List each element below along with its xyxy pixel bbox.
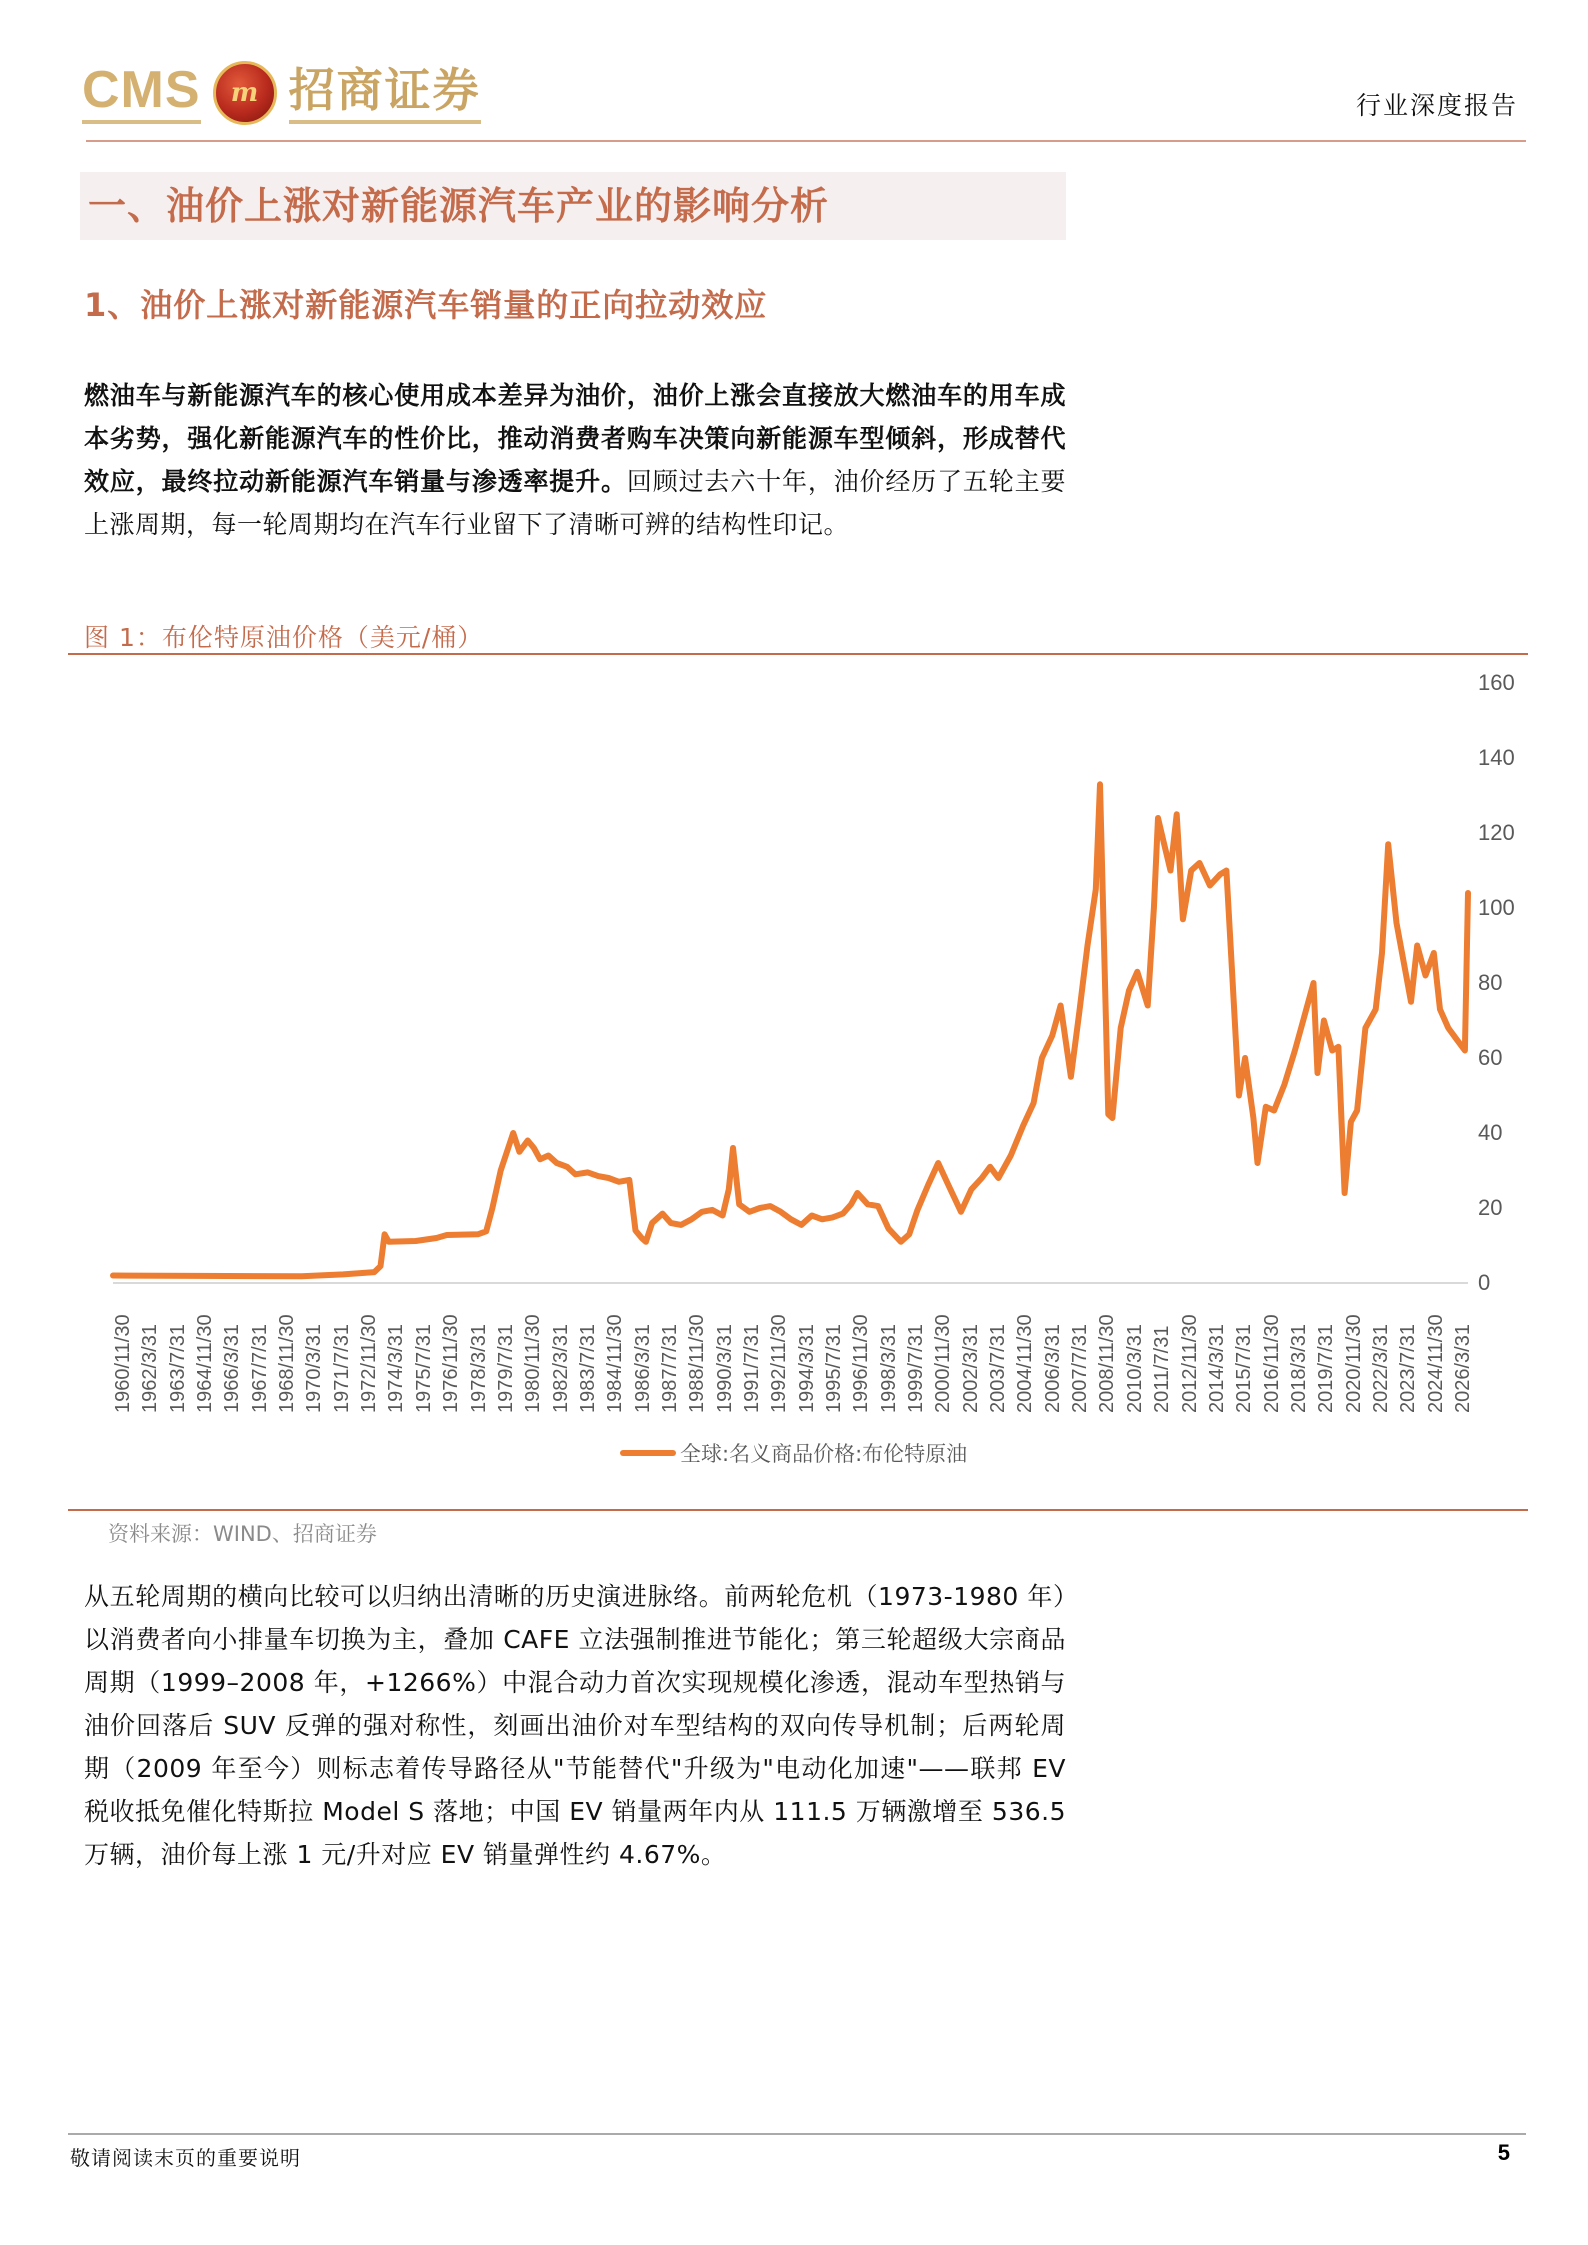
y-tick-label: 140 <box>1478 745 1515 770</box>
y-tick-label: 20 <box>1478 1195 1503 1220</box>
x-tick-label: 1970/3/31 <box>303 1324 326 1413</box>
x-tick-label: 1978/3/31 <box>467 1324 490 1413</box>
x-tick-label: 1983/7/31 <box>576 1324 599 1413</box>
x-tick-label: 2000/11/30 <box>932 1314 955 1413</box>
logo-cms-text: CMS <box>82 62 201 124</box>
x-tick-label: 1990/3/31 <box>713 1324 736 1413</box>
section-title: 一、油价上涨对新能源汽车产业的影响分析 <box>80 172 1066 240</box>
brent-oil-price-chart <box>0 660 1588 1500</box>
x-tick-label: 2006/3/31 <box>1041 1324 1064 1413</box>
x-tick-label: 2026/3/31 <box>1452 1324 1474 1413</box>
x-tick-label: 1984/11/30 <box>604 1314 627 1413</box>
subsection-title: 1、油价上涨对新能源汽车销量的正向拉动效应 <box>84 286 768 324</box>
intro-bold-text: 燃油车与新能源汽车的核心使用成本差异为油价，油价上涨会直接放大燃油车的用车成本劣势，强化新能源汽车的性价比，推动消费者购车决策向新能源车型倾斜，形成替代效应，最终拉动新能源汽车销量与渗透率提升。 <box>84 381 1066 496</box>
logo-company-name: 招商证券 <box>289 62 481 124</box>
y-tick-label: 0 <box>1478 1270 1491 1295</box>
x-tick-label: 1966/3/31 <box>221 1324 244 1413</box>
x-tick-label: 2003/7/31 <box>987 1324 1010 1413</box>
x-tick-label: 1962/3/31 <box>139 1324 162 1413</box>
page-number: 5 <box>1497 2140 1510 2165</box>
x-tick-label: 2004/11/30 <box>1014 1314 1037 1413</box>
chart-legend <box>620 1438 967 1468</box>
x-tick-label: 1980/11/30 <box>522 1314 545 1413</box>
x-tick-label: 1960/11/30 <box>112 1314 134 1413</box>
analysis-paragraph: 从五轮周期的横向比较可以归纳出清晰的历史演进脉络。前两轮危机（1973-1980 年）以消费者向小排量车切换为主，叠加 CAFE 立法强制推进节能化；第三轮超级大宗商品周期（1999–2008 年，+1266%）中混合动力首次实现规模化渗透，混动车型热销与油价回落后 SUV 反弹的强对称性，刻画出油价对车型结构的双向传导机制；后两轮周期（2009 年至今）则标志着传导路径从"节能替代"升级为"电动化加速"——联邦 EV 税收抵免催化特斯拉 Model S 落地；中国 EV 销量两年内从 111.5 万辆激增至 536.5 万辆，油价每上涨 1 元/升对应 EV 销量弹性约 4.67%。 <box>84 1582 1066 1869</box>
y-tick-label: 120 <box>1478 820 1515 845</box>
figure-caption: 图 1：布伦特原油价格（美元/桶） <box>84 623 484 652</box>
cms-logo <box>82 58 481 128</box>
x-tick-label: 2002/3/31 <box>959 1324 982 1413</box>
x-tick-label: 1992/11/30 <box>768 1314 791 1413</box>
x-tick-label: 2022/3/31 <box>1369 1324 1392 1413</box>
x-tick-label: 1995/7/31 <box>823 1324 846 1413</box>
x-tick-label: 2007/7/31 <box>1069 1324 1092 1413</box>
x-tick-label: 1991/7/31 <box>740 1324 763 1413</box>
x-tick-label: 1974/3/31 <box>385 1324 408 1413</box>
intro-paragraph <box>84 374 1066 546</box>
x-tick-label: 1979/7/31 <box>494 1324 517 1413</box>
y-tick-label: 160 <box>1478 670 1515 695</box>
header-divider <box>86 140 1526 142</box>
x-tick-label: 1994/3/31 <box>795 1324 818 1413</box>
x-tick-label: 2012/11/30 <box>1178 1314 1201 1413</box>
x-tick-label: 1987/7/31 <box>658 1324 681 1413</box>
legend-label: 全球:名义商品价格:布伦特原油 <box>680 1442 968 1466</box>
footer-divider <box>68 2133 1526 2135</box>
x-tick-label: 1971/7/31 <box>330 1324 353 1413</box>
x-tick-label: 1967/7/31 <box>248 1324 271 1413</box>
brent-price-line <box>113 784 1468 1276</box>
x-tick-label: 2020/11/30 <box>1342 1314 1365 1413</box>
x-tick-label: 2016/11/30 <box>1260 1314 1283 1413</box>
y-tick-label: 80 <box>1478 970 1503 995</box>
x-tick-label: 2014/3/31 <box>1205 1324 1228 1413</box>
figure-top-rule <box>68 653 1528 655</box>
x-tick-label: 2023/7/31 <box>1397 1324 1420 1413</box>
x-tick-label: 2019/7/31 <box>1315 1324 1338 1413</box>
x-tick-label: 2024/11/30 <box>1424 1314 1447 1413</box>
x-tick-label: 1996/11/30 <box>850 1314 873 1413</box>
x-tick-label: 1968/11/30 <box>276 1314 299 1413</box>
x-tick-label: 1999/7/31 <box>905 1324 928 1413</box>
y-tick-label: 40 <box>1478 1120 1503 1145</box>
x-tick-label: 2018/3/31 <box>1287 1324 1310 1413</box>
x-tick-label: 2015/7/31 <box>1233 1324 1256 1413</box>
logo-badge-icon: m <box>213 61 277 125</box>
figure-bottom-rule <box>68 1509 1528 1511</box>
x-tick-label: 1976/11/30 <box>440 1314 463 1413</box>
x-tick-label: 1963/7/31 <box>166 1324 189 1413</box>
x-tick-label: 1982/3/31 <box>549 1324 572 1413</box>
report-type-label: 行业深度报告 <box>1355 91 1518 120</box>
x-tick-label: 2010/3/31 <box>1123 1324 1146 1413</box>
x-tick-label: 1998/3/31 <box>877 1324 900 1413</box>
intro-normal-text: 回顾过去六十年，油价经历了五轮主要上涨周期，每一轮周期均在汽车行业留下了清晰可辨的结构性印记。 <box>84 467 1066 539</box>
x-tick-label: 1975/7/31 <box>412 1324 435 1413</box>
y-tick-label: 60 <box>1478 1045 1503 1070</box>
footer-disclaimer-note: 敬请阅读末页的重要说明 <box>70 2146 301 2170</box>
x-tick-label: 1964/11/30 <box>194 1314 217 1413</box>
x-tick-label: 1988/11/30 <box>686 1314 709 1413</box>
page-header <box>0 0 1588 150</box>
figure-source: 资料来源：WIND、招商证券 <box>108 1522 377 1546</box>
legend-line-swatch-icon <box>620 1450 676 1456</box>
y-tick-label: 100 <box>1478 895 1515 920</box>
x-tick-label: 1986/3/31 <box>631 1324 654 1413</box>
x-tick-label: 2011/7/31 <box>1151 1325 1174 1413</box>
x-tick-label: 1972/11/30 <box>358 1314 381 1413</box>
x-tick-label: 2008/11/30 <box>1096 1314 1119 1413</box>
